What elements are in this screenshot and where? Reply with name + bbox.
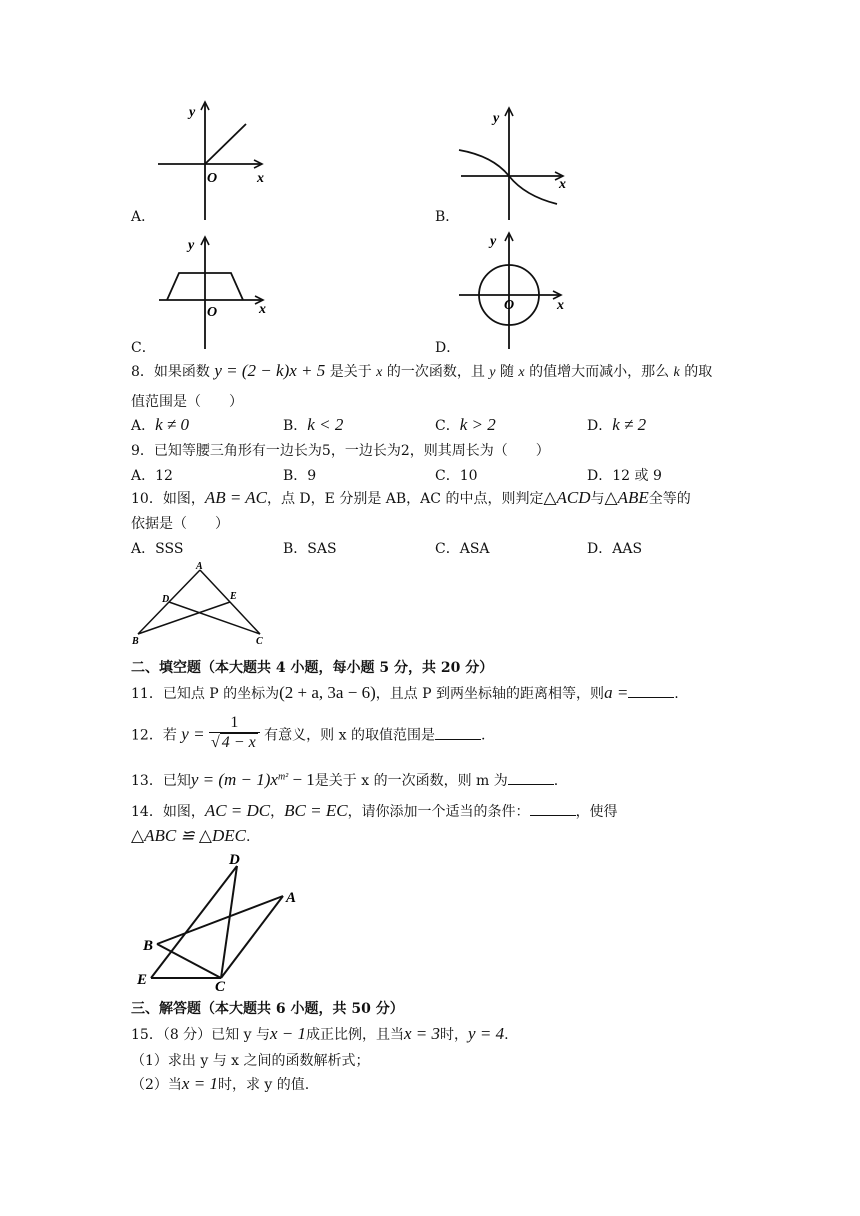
q9-option-b[interactable]: B．9 [283,468,317,484]
q14-stem-line1: 14．如图，AC = DC，BC = EC，请你添加一个适当的条件： ，使得 [131,801,618,820]
q15-stem: 15．（8 分）已知 y 与x − 1成正比例，且当x = 3时，y = 4. [131,1024,509,1043]
graph-d-circle [453,229,578,353]
q13-answer-blank[interactable] [508,772,554,785]
q10-option-c[interactable]: C．ASA [435,541,490,557]
y-axis-label: y [493,111,500,126]
origin-label: O [207,305,218,320]
vertex-label-c: C [256,636,263,646]
q14-stem-line2: △ABC ≌ △DEC. [131,826,251,845]
vertex-label-e: E [137,972,148,988]
graph-b-falling-curve [453,104,578,224]
q9-option-d[interactable]: D．12 或 9 [587,468,662,484]
section-2-heading: 二、填空题（本大题共 4 小题，每小题 5 分，共 20 分） [131,660,494,676]
q8-option-a[interactable]: A．k ≠ 0 [131,415,190,434]
q11-answer-blank[interactable] [628,685,674,698]
q11-stem: 11．已知点 P 的坐标为(2 + a, 3a − 6)，且点 P 到两坐标轴的距离相等，则a = . [131,683,679,702]
q10-triangle-figure [128,560,278,646]
origin-label: O [207,171,218,186]
vertex-label-d: D [229,852,240,868]
origin-label: O [504,298,515,313]
section-3-heading: 三、解答题（本大题共 6 小题，共 50 分） [131,1001,404,1017]
q10-option-d[interactable]: D．AAS [587,541,643,557]
vertex-label-d: D [162,594,170,605]
x-axis-label: x [259,302,266,317]
vertex-label-a: A [196,561,203,572]
q10-option-a[interactable]: A．SSS [131,541,184,557]
graph-a-origin-ray [150,98,280,224]
q15-part-2: （2）当x = 1时，求 y 的值. [131,1074,310,1093]
vertex-label-a: A [286,890,297,906]
option-letter: D． [435,340,461,356]
q9-stem: 9．已知等腰三角形有一边长为5，一边长为2，则其周长为（ ） [131,443,550,459]
q10-stem-line1: 10．如图，AB = AC，点 D，E 分别是 AB，AC 的中点，则判定△ACD与△ABE全等的 [131,488,691,507]
q8-stem-line2: 值范围是（ ） [131,394,243,410]
x-axis-label: x [257,171,264,186]
x-axis-label: x [559,177,566,192]
q8-option-b[interactable]: B．k < 2 [283,415,344,434]
q8-stem-line1: 8．如果函数 y = (2 − k)x + 5 是关于 x 的一次函数，且 y 随 x 的值增大而减小，那么 k 的取 [131,361,713,380]
q8-formula: y = (2 − k)x + 5 [214,361,326,380]
vertex-label-c: C [215,979,226,993]
q9-option-c[interactable]: C．10 [435,468,478,484]
vertex-label-e: E [230,591,237,602]
q12-fraction: $\frac{1}{√ 4 - x}$ [209,714,260,753]
q9-option-a[interactable]: A．12 [131,468,173,484]
q10-stem-line2: 依据是（ ） [131,516,229,532]
q10-option-b[interactable]: B．SAS [283,541,337,557]
q8-option-d[interactable]: D．k ≠ 2 [587,415,647,434]
q15-part-1: （1）求出 y 与 x 之间的函数解析式； [131,1053,370,1069]
q14-triangle-figure [133,848,303,993]
vertex-label-b: B [143,938,154,954]
y-axis-label: y [490,234,497,249]
q12-answer-blank[interactable] [435,727,481,740]
q14-answer-blank[interactable] [530,803,576,816]
option-letter: B． [435,209,460,225]
q13-stem: 13．已知$y = (m - 1)x^{m^2} - 1$是关于 x 的一次函数，则 m 为 . [131,770,559,789]
option-letter: C． [131,340,156,356]
y-axis-label: y [188,238,195,253]
option-letter: A． [131,209,156,225]
vertex-label-b: B [132,636,139,646]
x-axis-label: x [557,298,564,313]
graph-c-trapezoid [155,233,280,353]
y-axis-label: y [189,105,196,120]
q8-option-c[interactable]: C．k > 2 [435,415,496,434]
q12-stem: 12．若 y = $\frac{1}{√ 4 - x}$ 有意义，则 x 的取值范围是 . [131,714,486,751]
